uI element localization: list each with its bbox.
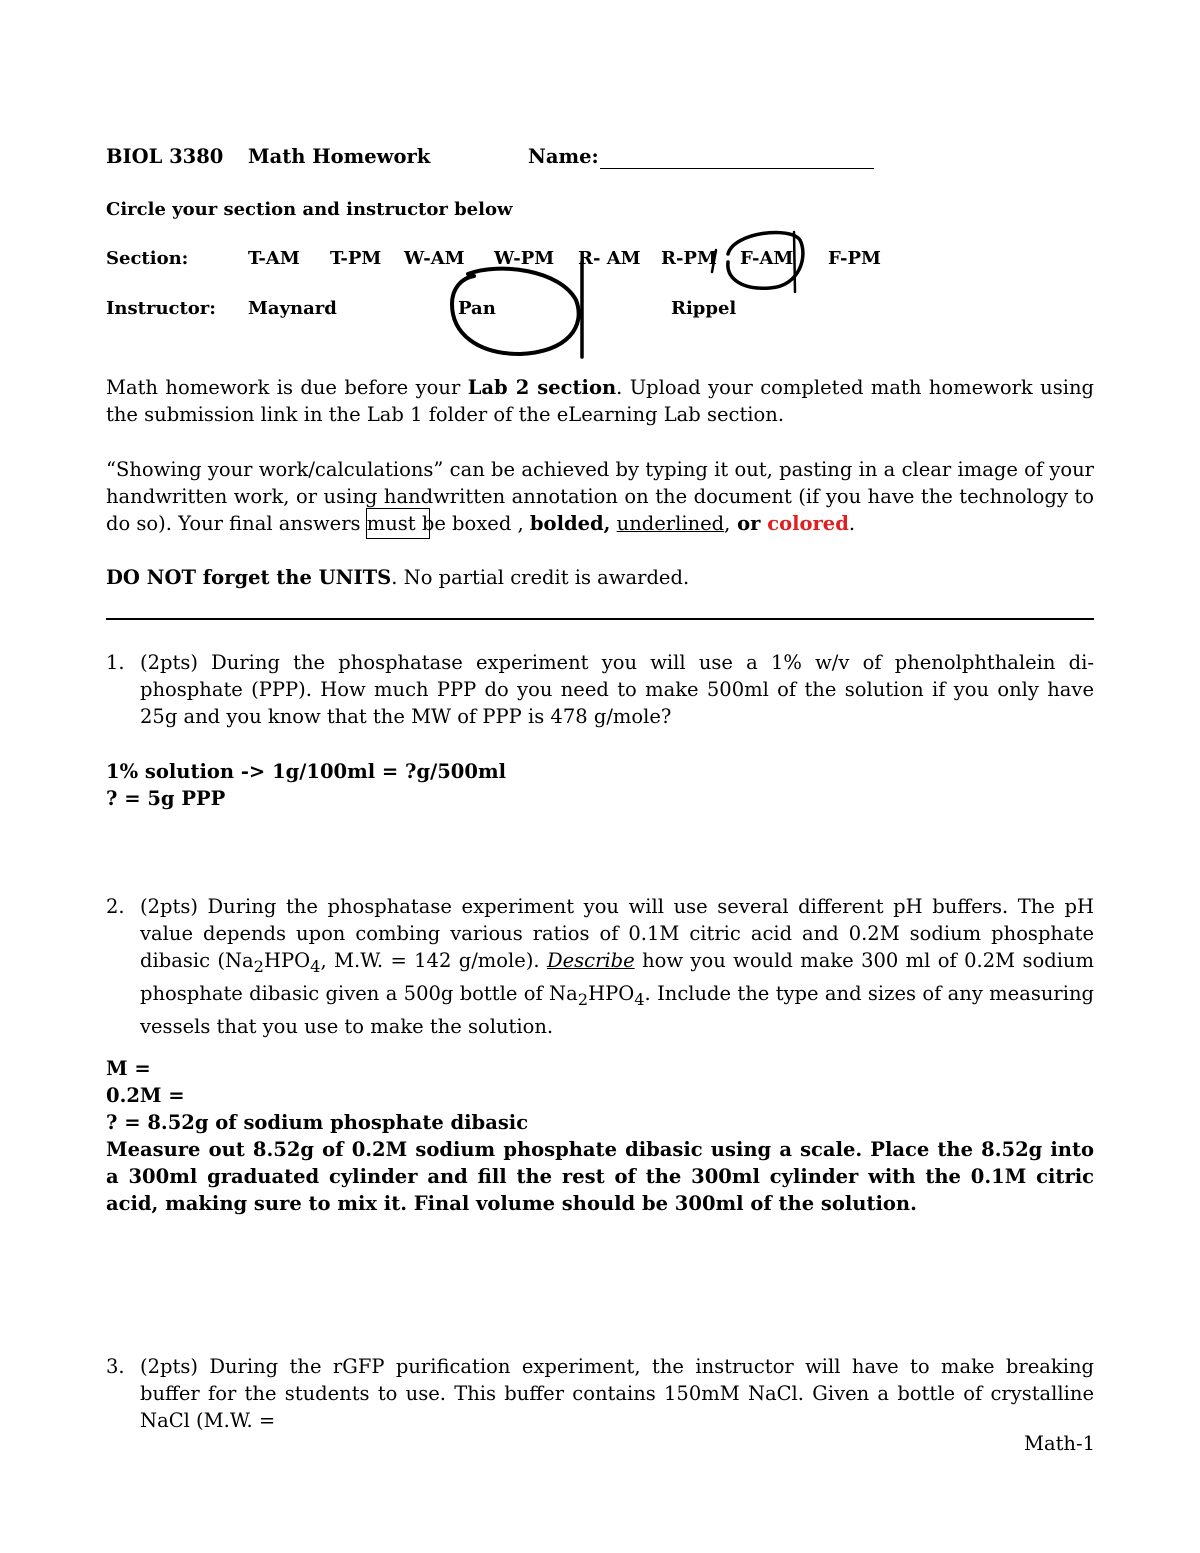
- boxed-example-frame: [366, 508, 430, 539]
- section-option[interactable]: T-AM: [248, 248, 300, 269]
- instructor-label: Instructor:: [106, 298, 216, 319]
- instructor-option-selected[interactable]: Pan: [458, 298, 496, 319]
- section-option-selected[interactable]: F-AM: [740, 248, 794, 269]
- course-code: BIOL 3380: [106, 145, 224, 168]
- section-option[interactable]: R- AM: [578, 248, 641, 269]
- document-title: Math Homework: [248, 145, 431, 168]
- answer-line: ? = 8.52g of sodium phosphate dibasic: [106, 1111, 529, 1134]
- question-number: 1.: [106, 651, 125, 674]
- section-option[interactable]: T-PM: [330, 248, 382, 269]
- page-number: Math-1: [1024, 1432, 1095, 1455]
- answer-line: 0.2M =: [106, 1084, 185, 1107]
- question-number: 3.: [106, 1355, 125, 1378]
- answer-line: 1% solution -> 1g/100ml = ?g/500ml: [106, 760, 506, 783]
- divider-rule: [106, 618, 1094, 620]
- question-text: (2pts) During the rGFP purification experiment, the instructor will have to make breaking buffer for the students to use. This buffer contains 150mM NaCl. Given a bottle of crystalline NaCl (M.W. =: [140, 1355, 1094, 1432]
- instructor-option[interactable]: Rippel: [671, 298, 737, 319]
- showing-work-paragraph: “Showing your work/calculations” can be achieved by typing it out, pasting in a clear image of your handwritten work, or using handwritten annotation on the document (if you have the technology to do so). Your final answers must be boxed , bolded, underlined, or colored.: [106, 458, 1094, 535]
- section-option[interactable]: W-PM: [494, 248, 555, 269]
- question-text: (2pts) During the phosphatase experiment you will use a 1% w/v of phenolphthalein di-phosphate (PPP). How much PPP do you need to make 500ml of the solution if you only have 25g and you know that the MW of PPP is 478 g/mole?: [140, 651, 1094, 728]
- answer-paragraph: Measure out 8.52g of 0.2M sodium phosphate dibasic using a scale. Place the 8.52g into a 300ml graduated cylinder and fill the rest of the 300ml cylinder with the 0.1M citric acid, making sure to mix it. Final volume should be 300ml of the solution.: [106, 1138, 1094, 1215]
- section-option[interactable]: R-PM: [661, 248, 717, 269]
- circle-instructions: Circle your section and instructor below: [106, 199, 513, 220]
- instructor-option[interactable]: Maynard: [248, 298, 337, 319]
- answer-line: M =: [106, 1057, 151, 1080]
- question-number: 2.: [106, 895, 125, 918]
- due-paragraph: Math homework is due before your Lab 2 section. Upload your completed math homework using the submission link in the Lab 1 folder of the eLearning Lab section.: [106, 376, 1094, 426]
- section-label: Section:: [106, 248, 189, 269]
- name-label: Name:: [528, 145, 599, 168]
- section-option[interactable]: W-AM: [404, 248, 465, 269]
- answer-line: ? = 5g PPP: [106, 787, 226, 810]
- section-option[interactable]: F-PM: [828, 248, 881, 269]
- question-text: (2pts) During the phosphatase experiment you will use several different pH buffers. The pH value depends upon combing various ratios of 0.1M citric acid and 0.2M sodium phosphate dibasic ($Na_2HPO_4$, M.W. = 142 g/mole). Describe how you would make 300 ml of 0.2M sodium phosphate dibasic given a 500g bottle of $Na_2HPO_4$. Include the type and sizes of any measuring vessels that you use to make the solution.: [140, 895, 1094, 1038]
- units-warning: DO NOT forget the UNITS. No partial credit is awarded.: [106, 566, 690, 589]
